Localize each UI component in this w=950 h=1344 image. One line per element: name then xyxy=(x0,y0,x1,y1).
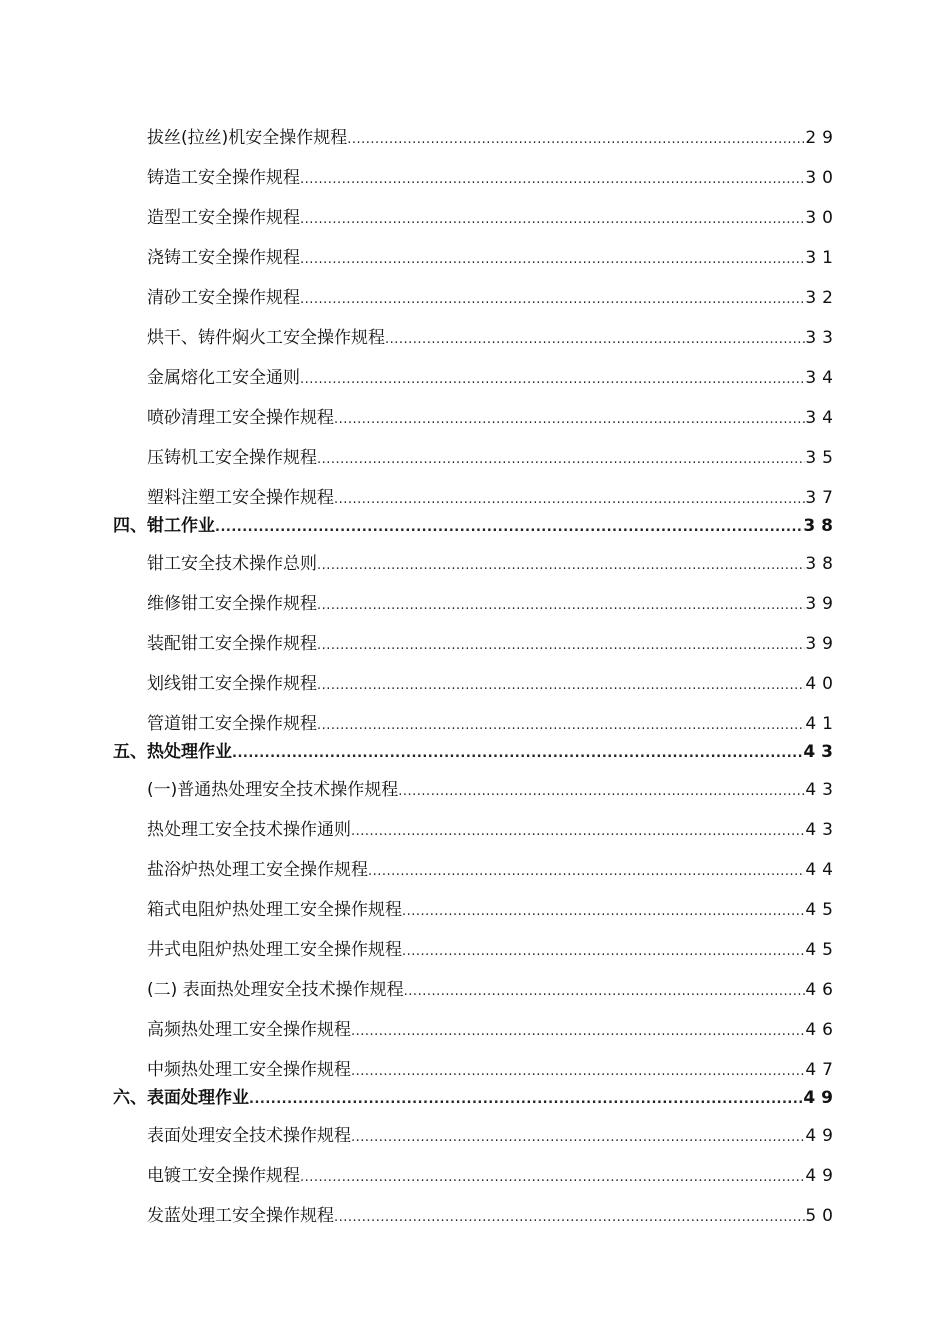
toc-page-number: 38 xyxy=(803,516,839,536)
toc-entry[interactable] xyxy=(113,318,839,358)
toc-entry[interactable] xyxy=(113,664,839,704)
toc-page-number: 44 xyxy=(805,860,839,880)
toc-entry[interactable] xyxy=(113,1116,839,1156)
toc-page-number: 33 xyxy=(805,328,839,348)
toc-page-number: 32 xyxy=(805,288,839,308)
toc-page-number: 49 xyxy=(803,1088,839,1108)
toc-section-heading[interactable] xyxy=(113,732,839,772)
toc-entry-title: 维修钳工安全操作规程 xyxy=(147,594,317,614)
toc-page-number: 40 xyxy=(805,674,839,694)
toc-page-number: 38 xyxy=(805,554,839,574)
toc-page-number: 46 xyxy=(805,980,839,1000)
toc-page-number: 43 xyxy=(803,742,839,762)
toc-leader-dots xyxy=(300,240,805,280)
toc-page-number: 47 xyxy=(805,1060,839,1080)
toc-leader-dots xyxy=(351,1012,805,1052)
toc-page-number: 30 xyxy=(805,168,839,188)
toc-leader-dots xyxy=(300,200,805,240)
toc-leader-dots xyxy=(368,852,805,892)
toc-page-number: 29 xyxy=(805,128,839,148)
toc-page-number: 45 xyxy=(805,940,839,960)
toc-page-number: 34 xyxy=(805,368,839,388)
toc-entry-title: (一)普通热处理安全技术操作规程 xyxy=(147,780,399,800)
toc-leader-dots xyxy=(249,1080,803,1120)
toc-page-number: 30 xyxy=(805,208,839,228)
toc-leader-dots xyxy=(402,932,805,972)
toc-entry-title: 热处理工安全技术操作通则 xyxy=(147,820,351,840)
toc-entry[interactable] xyxy=(113,438,839,478)
toc-entry[interactable] xyxy=(113,624,839,664)
toc-leader-dots xyxy=(317,546,805,586)
toc-page-number: 35 xyxy=(805,448,839,468)
toc-entry-title: 箱式电阻炉热处理工安全操作规程 xyxy=(147,900,402,920)
toc-entry-title: 四、钳工作业 xyxy=(113,516,215,536)
toc-entry[interactable] xyxy=(113,238,839,278)
toc-entry[interactable] xyxy=(113,118,839,158)
toc-entry-title: 高频热处理工安全操作规程 xyxy=(147,1020,351,1040)
toc-entry[interactable] xyxy=(113,770,839,810)
toc-page-number: 49 xyxy=(805,1126,839,1146)
toc-page-number: 46 xyxy=(805,1020,839,1040)
toc-entry[interactable] xyxy=(113,970,839,1010)
toc-entry[interactable] xyxy=(113,358,839,398)
toc-leader-dots xyxy=(317,626,805,666)
toc-leader-dots xyxy=(232,734,803,774)
toc-entry-title: 清砂工安全操作规程 xyxy=(147,288,300,308)
toc-leader-dots xyxy=(402,892,805,932)
toc-leader-dots xyxy=(300,280,805,320)
toc-section-heading[interactable] xyxy=(113,1078,839,1118)
toc-entry-title: 五、热处理作业 xyxy=(113,742,232,762)
toc-entry-title: (二) 表面热处理安全技术操作规程 xyxy=(147,980,404,1000)
toc-entry-title: 发蓝处理工安全操作规程 xyxy=(147,1206,334,1226)
toc-leader-dots xyxy=(398,772,805,812)
toc-entry-title: 拔丝(拉丝)机安全操作规程 xyxy=(147,128,348,148)
toc-entry-title: 造型工安全操作规程 xyxy=(147,208,300,228)
toc-page-number: 49 xyxy=(805,1166,839,1186)
toc-entry-title: 铸造工安全操作规程 xyxy=(147,168,300,188)
toc-leader-dots xyxy=(317,666,805,706)
toc-entry-title: 喷砂清理工安全操作规程 xyxy=(147,408,334,428)
toc-entry-title: 钳工安全技术操作总则 xyxy=(147,554,317,574)
toc-entry[interactable] xyxy=(113,158,839,198)
toc-entry[interactable] xyxy=(113,810,839,850)
toc-entry[interactable] xyxy=(113,890,839,930)
table-of-contents xyxy=(113,118,839,1236)
toc-entry-title: 盐浴炉热处理工安全操作规程 xyxy=(147,860,368,880)
toc-entry-title: 井式电阻炉热处理工安全操作规程 xyxy=(147,940,402,960)
toc-page-number: 39 xyxy=(805,594,839,614)
toc-page-number: 39 xyxy=(805,634,839,654)
toc-page-number: 37 xyxy=(805,488,839,508)
toc-leader-dots xyxy=(300,360,805,400)
toc-page-number: 43 xyxy=(805,780,839,800)
toc-entry[interactable] xyxy=(113,930,839,970)
toc-page-number: 50 xyxy=(805,1206,839,1226)
toc-leader-dots xyxy=(300,160,805,200)
toc-entry[interactable] xyxy=(113,1196,839,1236)
toc-page-number: 43 xyxy=(805,820,839,840)
toc-entry-title: 压铸机工安全操作规程 xyxy=(147,448,317,468)
toc-entry[interactable] xyxy=(113,584,839,624)
toc-entry-title: 划线钳工安全操作规程 xyxy=(147,674,317,694)
toc-leader-dots xyxy=(334,1198,805,1238)
toc-entry[interactable] xyxy=(113,398,839,438)
toc-leader-dots xyxy=(385,320,805,360)
toc-entry[interactable] xyxy=(113,1010,839,1050)
toc-entry-title: 电镀工安全操作规程 xyxy=(147,1166,300,1186)
toc-entry-title: 塑料注塑工安全操作规程 xyxy=(147,488,334,508)
toc-leader-dots xyxy=(317,586,805,626)
toc-entry-title: 六、表面处理作业 xyxy=(113,1088,249,1108)
toc-section-heading[interactable] xyxy=(113,506,839,546)
toc-entry-title: 表面处理安全技术操作规程 xyxy=(147,1126,351,1146)
toc-page-number: 31 xyxy=(805,248,839,268)
toc-entry[interactable] xyxy=(113,278,839,318)
toc-leader-dots xyxy=(347,120,805,160)
toc-entry[interactable] xyxy=(113,198,839,238)
toc-leader-dots xyxy=(351,1118,805,1158)
toc-leader-dots xyxy=(334,400,805,440)
toc-entry-title: 金属熔化工安全通则 xyxy=(147,368,300,388)
toc-entry[interactable] xyxy=(113,850,839,890)
toc-leader-dots xyxy=(300,1158,805,1198)
toc-entry-title: 浇铸工安全操作规程 xyxy=(147,248,300,268)
toc-leader-dots xyxy=(351,812,805,852)
toc-entry-title: 中频热处理工安全操作规程 xyxy=(147,1060,351,1080)
toc-entry[interactable] xyxy=(113,544,839,584)
toc-leader-dots xyxy=(317,440,805,480)
toc-entry-title: 装配钳工安全操作规程 xyxy=(147,634,317,654)
toc-page-number: 41 xyxy=(805,714,839,734)
toc-leader-dots xyxy=(404,972,806,1012)
toc-page-number: 34 xyxy=(805,408,839,428)
toc-leader-dots xyxy=(215,508,803,548)
toc-entry[interactable] xyxy=(113,1156,839,1196)
toc-entry-title: 管道钳工安全操作规程 xyxy=(147,714,317,734)
toc-page-number: 45 xyxy=(805,900,839,920)
toc-entry-title: 烘干、铸件焖火工安全操作规程 xyxy=(147,328,385,348)
